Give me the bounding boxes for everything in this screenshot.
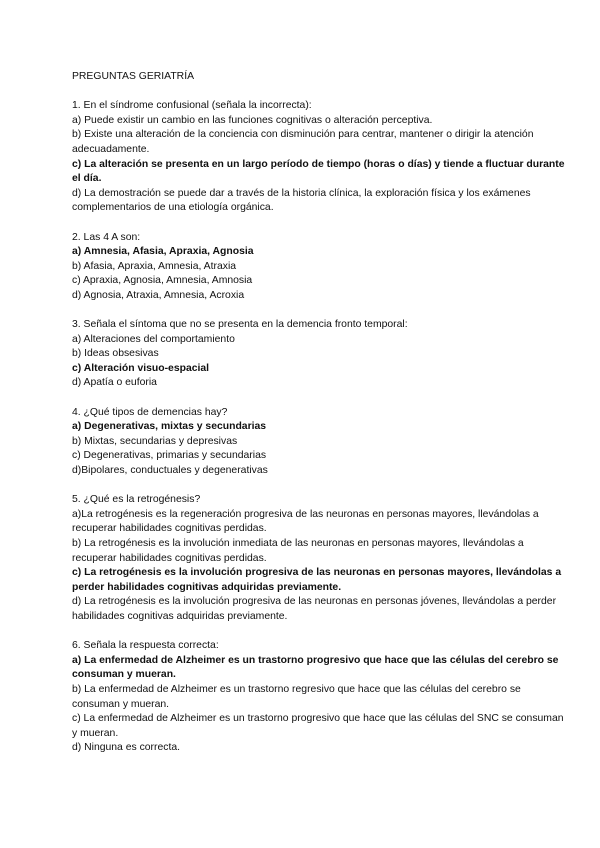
answer-option: b) Mixtas, secundarias y depresivas <box>72 435 238 447</box>
answer-options <box>72 114 570 216</box>
answer-option: a)La retrogénesis es la regeneración progresiva de las neuronas en personas mayores, llevándolas a recuperar habilidades cognitivas perdidas. <box>72 508 539 535</box>
answer-option: c) Apraxia, Agnosia, Amnesia, Amnosia <box>72 275 253 287</box>
answer-options <box>72 420 570 478</box>
question-block <box>72 406 570 479</box>
document-title: PREGUNTAS GERIATRÍA <box>72 71 195 82</box>
answer-option-correct: a) Degenerativas, mixtas y secundarias <box>72 421 267 433</box>
question-text: 5. ¿Qué es la retrogénesis? <box>72 494 201 506</box>
question-text: 6. Señala la respuesta correcta: <box>72 640 219 652</box>
question-list <box>72 99 570 756</box>
answer-options <box>72 245 570 303</box>
question-block <box>72 493 570 624</box>
answer-option: b) Afasia, Apraxia, Amnesia, Atraxia <box>72 260 237 272</box>
answer-option-correct: c) Alteración visuo-espacial <box>72 362 210 374</box>
answer-option: b) Ideas obsesivas <box>72 348 159 360</box>
question-text: 1. En el síndrome confusional (señala la incorrecta): <box>72 100 312 112</box>
answer-option: d) Ninguna es correcta. <box>72 742 181 754</box>
question-block <box>72 639 570 756</box>
answer-option: b) La enfermedad de Alzheimer es un trastorno regresivo que hace que las células del cerebro se consuman y mueran. <box>72 683 521 710</box>
answer-option: d) La retrogénesis es la involución progresiva de las neuronas en personas jóvenes, llevándolas a perder habilidades cognitivas adquiridas previamente. <box>72 596 557 622</box>
question-block <box>72 99 570 216</box>
answer-option: a) Puede existir un cambio en las funciones cognitivas o alteración perceptiva. <box>72 114 433 126</box>
answer-option-correct: c) La alteración se presenta en un largo período de tiempo (horas o días) y tiende a fluctuar durante el día. <box>72 158 565 185</box>
question-block <box>72 318 570 391</box>
answer-option: c) Degenerativas, primarias y secundarias <box>72 450 267 462</box>
question-text: 4. ¿Qué tipos de demencias hay? <box>72 406 228 418</box>
answer-option: a) Alteraciones del comportamiento <box>72 333 235 345</box>
answer-options <box>72 654 570 756</box>
answer-option-correct: a) Amnesia, Afasia, Apraxia, Agnosia <box>72 246 254 258</box>
answer-option: c) La enfermedad de Alzheimer es un trastorno progresivo que hace que las células del SNC se consuman y mueran. <box>72 713 564 739</box>
answer-option: b) Existe una alteración de la conciencia con disminución para centrar, mantener o dirigir la atención adecuadamente. <box>72 129 534 155</box>
answer-option: d)Bipolares, conductuales y degenerativas <box>72 465 268 477</box>
question-text: 2. Las 4 A son: <box>72 231 141 243</box>
question-block <box>72 231 570 304</box>
answer-options <box>72 333 570 391</box>
answer-option-correct: a) La enfermedad de Alzheimer es un trastorno progresivo que hace que las células del cerebro se consuman y mueran. <box>72 654 559 681</box>
question-text: 3. Señala el síntoma que no se presenta en la demencia fronto temporal: <box>72 319 408 331</box>
answer-option: b) La retrogénesis es la involución inmediata de las neuronas en personas mayores, llevándolas a recuperar habilidades cognitivas perdidas. <box>72 538 524 564</box>
answer-option: d) La demostración se puede dar a través de la historia clínica, la exploración física y los exámenes complementarios de una etiología orgánica. <box>72 187 531 214</box>
answer-option: d) Agnosia, Atraxia, Amnesia, Acroxia <box>72 289 245 301</box>
answer-option-correct: c) La retrogénesis es la involución progresiva de las neuronas en personas mayores, llevándolas a perder habilidades cognitivas adquiridas previamente. <box>72 567 562 593</box>
answer-option: d) Apatía o euforia <box>72 377 157 389</box>
answer-options <box>72 508 570 625</box>
